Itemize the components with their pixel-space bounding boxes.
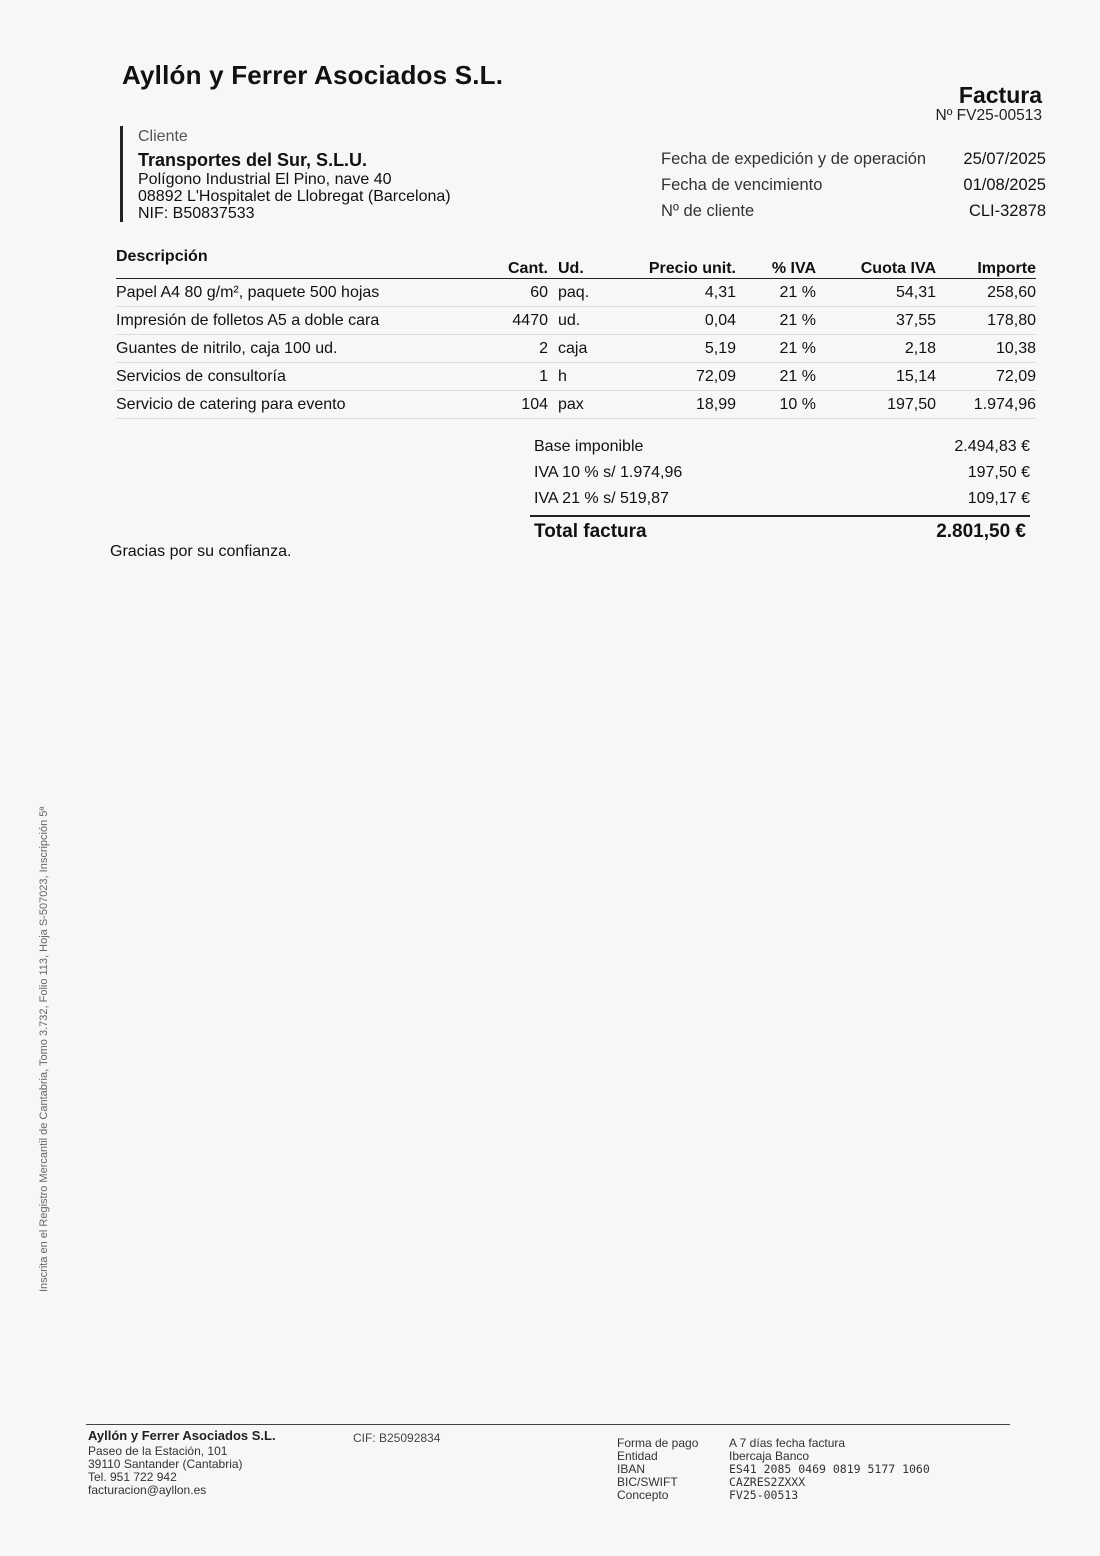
cell-amount: 10,38 bbox=[995, 339, 1036, 357]
invoice-number: Nº FV25-00513 bbox=[935, 107, 1042, 124]
footer-cif: CIF: B25092834 bbox=[353, 1431, 441, 1445]
table-header bbox=[116, 246, 1036, 279]
meta-row bbox=[661, 198, 1046, 224]
registry-note: Inscrita en el Registro Mercantil de Cantabria, Tomo 3.732, Folio 113, Hoja S-507023, Inscripción 5ª bbox=[38, 806, 50, 1292]
payment-label: IBAN bbox=[617, 1462, 646, 1476]
line-items-table bbox=[116, 246, 1036, 419]
cell-vat-amount: 15,14 bbox=[895, 367, 936, 385]
meta-label: Fecha de vencimiento bbox=[661, 176, 823, 194]
footer bbox=[86, 1424, 1010, 1502]
meta-label: Fecha de expedición y de operación bbox=[661, 150, 927, 168]
meta-value: 25/07/2025 bbox=[963, 150, 1046, 168]
cell-amount: 258,60 bbox=[987, 283, 1036, 301]
table-row bbox=[116, 391, 1036, 419]
client-block bbox=[120, 126, 558, 222]
cell-quantity: 4470 bbox=[512, 311, 548, 329]
cell-description: Servicio de catering para evento bbox=[116, 395, 346, 413]
payment-value: CAZRES2ZXXX bbox=[729, 1475, 806, 1489]
cell-amount: 1.974,96 bbox=[973, 395, 1036, 413]
header-vat-rate: % IVA bbox=[771, 260, 816, 277]
table-row bbox=[116, 279, 1036, 307]
grand-total-value: 2.801,50 € bbox=[936, 521, 1026, 542]
totals-value: 197,50 € bbox=[967, 464, 1030, 481]
cell-vat-rate: 10 % bbox=[779, 395, 816, 413]
cell-quantity: 2 bbox=[539, 339, 548, 357]
cell-quantity: 104 bbox=[521, 395, 548, 413]
cell-quantity: 1 bbox=[539, 367, 548, 385]
header-amount: Importe bbox=[977, 260, 1036, 277]
table-row bbox=[116, 307, 1036, 335]
meta-row bbox=[661, 172, 1046, 198]
payment-details bbox=[617, 1437, 989, 1502]
payment-row bbox=[617, 1489, 989, 1502]
client-caption: Cliente bbox=[138, 128, 188, 145]
cell-vat-amount: 2,18 bbox=[904, 339, 936, 357]
cell-vat-rate: 21 % bbox=[779, 367, 816, 385]
payment-row bbox=[617, 1476, 989, 1489]
payment-value: A 7 días fecha factura bbox=[729, 1436, 846, 1450]
cell-unit-price: 5,19 bbox=[704, 339, 736, 357]
meta-value: CLI-32878 bbox=[968, 202, 1046, 220]
grand-total-label: Total factura bbox=[534, 521, 647, 542]
header-unit-price: Precio unit. bbox=[648, 260, 736, 277]
totals-label: Base imponible bbox=[534, 438, 644, 455]
cell-description: Papel A4 80 g/m², paquete 500 hojas bbox=[116, 283, 380, 301]
cell-vat-amount: 54,31 bbox=[895, 283, 936, 301]
thanks-note: Gracias por su confianza. bbox=[110, 543, 292, 560]
header-unit: Ud. bbox=[558, 260, 584, 277]
footer-company bbox=[88, 1429, 338, 1497]
cell-vat-rate: 21 % bbox=[779, 311, 816, 329]
client-address: Polígono Industrial El Pino, nave 40 bbox=[138, 171, 392, 188]
totals-label: IVA 21 % s/ 519,87 bbox=[534, 490, 669, 507]
meta-label: Nº de cliente bbox=[661, 202, 755, 220]
payment-value: Ibercaja Banco bbox=[729, 1449, 810, 1463]
footer-address: Paseo de la Estación, 101 bbox=[88, 1444, 228, 1458]
client-city: 08892 L'Hospitalet de Llobregat (Barcelona) bbox=[138, 188, 451, 205]
payment-label: Entidad bbox=[617, 1449, 658, 1463]
cell-unit: ud. bbox=[558, 311, 581, 329]
payment-label: Concepto bbox=[617, 1488, 669, 1502]
totals-label: IVA 10 % s/ 1.974,96 bbox=[534, 464, 683, 481]
cell-vat-rate: 21 % bbox=[779, 283, 816, 301]
cell-quantity: 60 bbox=[530, 283, 548, 301]
cell-unit-price: 72,09 bbox=[695, 367, 736, 385]
payment-label: Forma de pago bbox=[617, 1436, 699, 1450]
cell-amount: 72,09 bbox=[995, 367, 1036, 385]
invoice-meta bbox=[661, 146, 1046, 224]
totals-row bbox=[530, 434, 1030, 460]
header-description: Descripción bbox=[116, 248, 208, 265]
cell-vat-amount: 197,50 bbox=[887, 395, 936, 413]
cell-unit: caja bbox=[558, 339, 588, 357]
cell-unit-price: 4,31 bbox=[704, 283, 736, 301]
cell-unit: pax bbox=[558, 395, 584, 413]
footer-phone: Tel. 951 722 942 bbox=[88, 1470, 177, 1484]
table-row bbox=[116, 363, 1036, 391]
meta-row bbox=[661, 146, 1046, 172]
payment-value: FV25-00513 bbox=[729, 1488, 799, 1502]
header-vat-amount: Cuota IVA bbox=[860, 260, 936, 277]
header-quantity: Cant. bbox=[508, 260, 548, 277]
payment-label: BIC/SWIFT bbox=[617, 1475, 678, 1489]
cell-vat-amount: 37,55 bbox=[895, 311, 936, 329]
footer-email: facturacion@ayllon.es bbox=[88, 1483, 207, 1497]
cell-description: Impresión de folletos A5 a doble cara bbox=[116, 311, 380, 329]
totals-value: 2.494,83 € bbox=[954, 438, 1030, 455]
payment-value: ES41 2085 0469 0819 5177 1060 bbox=[729, 1462, 930, 1476]
cell-unit-price: 18,99 bbox=[695, 395, 736, 413]
grand-total-row bbox=[530, 515, 1030, 543]
totals-value: 109,17 € bbox=[967, 490, 1030, 507]
totals-block bbox=[530, 434, 1030, 543]
cell-unit: h bbox=[558, 367, 567, 385]
table-row bbox=[116, 335, 1036, 363]
meta-value: 01/08/2025 bbox=[963, 176, 1046, 194]
cell-vat-rate: 21 % bbox=[779, 339, 816, 357]
totals-row bbox=[530, 486, 1030, 512]
cell-description: Servicios de consultoría bbox=[116, 367, 286, 385]
client-name: Transportes del Sur, S.L.U. bbox=[138, 150, 368, 170]
client-nif: NIF: B50837533 bbox=[138, 205, 255, 222]
document-type: Factura bbox=[958, 82, 1042, 108]
totals-row bbox=[530, 460, 1030, 486]
issuer-name: Ayllón y Ferrer Asociados S.L. bbox=[122, 60, 504, 90]
footer-city: 39110 Santander (Cantabria) bbox=[88, 1457, 243, 1471]
cell-unit-price: 0,04 bbox=[704, 311, 736, 329]
cell-unit: paq. bbox=[558, 283, 590, 301]
cell-amount: 178,80 bbox=[987, 311, 1036, 329]
cell-description: Guantes de nitrilo, caja 100 ud. bbox=[116, 339, 338, 357]
footer-company-name: Ayllón y Ferrer Asociados S.L. bbox=[88, 1428, 276, 1443]
